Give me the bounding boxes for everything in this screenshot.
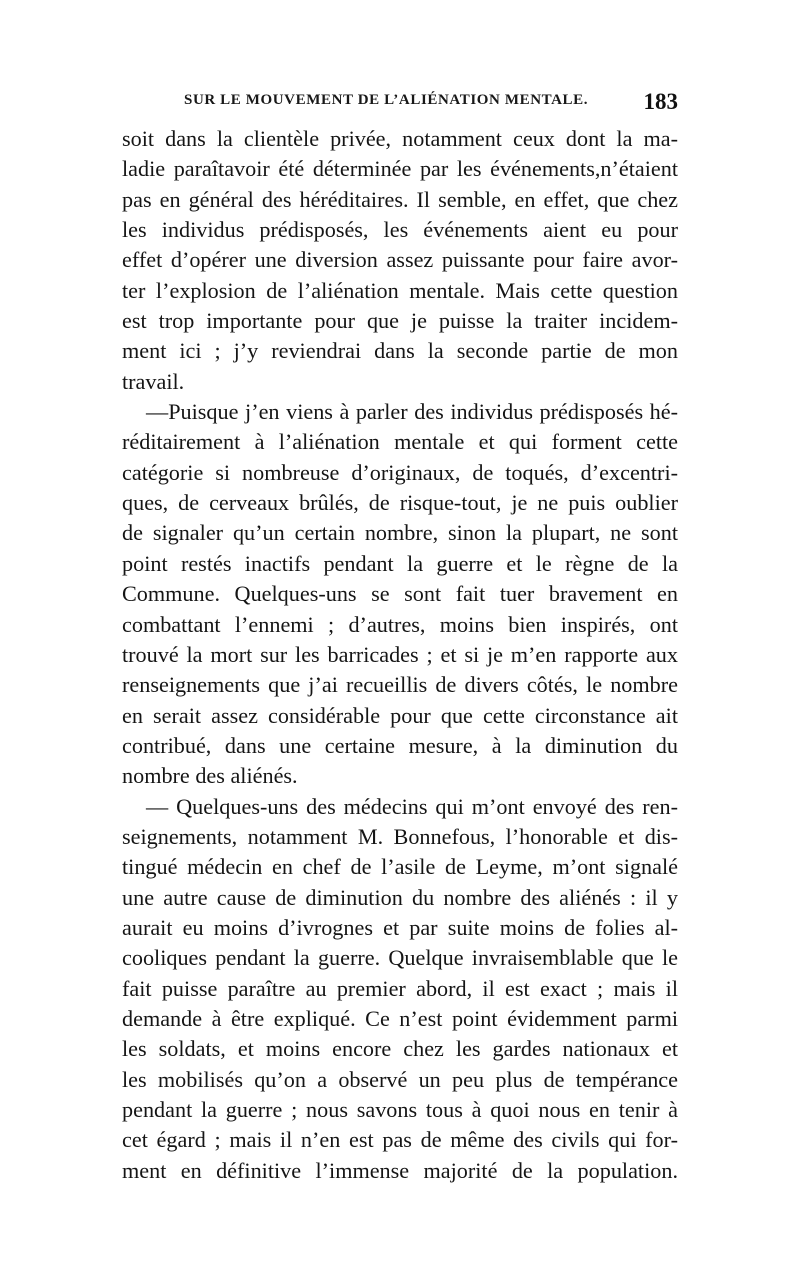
text-line: aurait eu moins d’ivrognes et par suite moins de folies al- [122, 914, 678, 940]
text-line: ladie paraîtavoir été déterminée par les événements,n’étaient [122, 156, 678, 182]
text-line: soit dans la clientèle privée, notamment ceux dont la ma- [122, 126, 678, 151]
text-line: de signaler qu’un certain nombre, sinon la plupart, ne sont [122, 520, 678, 546]
text-line: ques, de cerveaux brûlés, de risque-tout, je ne puis oublier [122, 490, 678, 516]
text-line: effet d’opérer une diversion assez puissante pour faire avor- [122, 247, 678, 273]
text-line: contribué, dans une certaine mesure, à la diminution du [122, 732, 678, 758]
text-line: Commune. Quelques-uns se sont fait tuer bravement en [122, 581, 678, 607]
text-line: catégorie si nombreuse d’originaux, de toqués, d’excentri- [122, 459, 678, 485]
text-line: trouvé la mort sur les barricades ; et si je m’en rapporte aux [122, 641, 678, 667]
text-line: ter l’explosion de l’aliénation mentale. Mais cette question [122, 277, 678, 303]
text-line: cooliques pendant la guerre. Quelque invraisemblable que le [122, 945, 678, 971]
page-number: 183 [643, 89, 678, 114]
text-line: en serait assez considérable pour que cette circonstance ait [122, 702, 678, 728]
paragraph-start-line: — Quelques-uns des médecins qui m’ont envoyé des ren- [146, 793, 678, 819]
text-line: combattant l’ennemi ; d’autres, moins bien inspirés, ont [122, 611, 678, 637]
text-line: cet égard ; mais il n’en est pas de même des civils qui for- [122, 1127, 678, 1153]
text-line: pendant la guerre ; nous savons tous à quoi nous en tenir à [122, 1097, 678, 1122]
paragraph-start-line: —Puisque j’en viens à parler des individus prédisposés hé- [146, 399, 678, 425]
text-line: les individus prédisposés, les événements aient eu pour [122, 217, 678, 243]
text-line: demande à être expliqué. Ce n’est point évidemment parmi [122, 1005, 678, 1031]
text-line: réditairement à l’aliénation mentale et qui forment cette [122, 429, 678, 455]
text-line: tingué médecin en chef de l’asile de Leyme, m’ont signalé [122, 854, 678, 880]
body-text [122, 124, 678, 1186]
text-line: ment en définitive l’immense majorité de la population. [122, 1157, 678, 1183]
text-line: pas en général des héréditaires. Il semble, en effet, que chez [122, 186, 678, 212]
text-line: fait puisse paraître au premier abord, il est exact ; mais il [122, 975, 678, 1001]
text-line: ment ici ; j’y reviendrai dans la seconde partie de mon [122, 338, 678, 364]
text-line: seignements, notamment M. Bonnefous, l’honorable et dis- [122, 823, 678, 849]
text-line: les soldats, et moins encore chez les gardes nationaux et [122, 1036, 678, 1062]
running-title: SUR LE MOUVEMENT DE L’ALIÉNATION MENTALE. [184, 92, 589, 108]
running-header [122, 90, 678, 120]
text-line: point restés inactifs pendant la guerre et le règne de la [122, 550, 678, 576]
text-line: renseignements que j’ai recueillis de divers côtés, le nombre [122, 672, 678, 698]
text-line: les mobilisés qu’on a observé un peu plus de tempérance [122, 1066, 678, 1092]
paragraph-end-line: travail. [122, 368, 185, 394]
text-line: une autre cause de diminution du nombre des aliénés : il y [122, 884, 678, 910]
text-line: est trop importante pour que je puisse la traiter incidem- [122, 308, 678, 334]
paragraph-end-line: nombre des aliénés. [122, 763, 298, 789]
